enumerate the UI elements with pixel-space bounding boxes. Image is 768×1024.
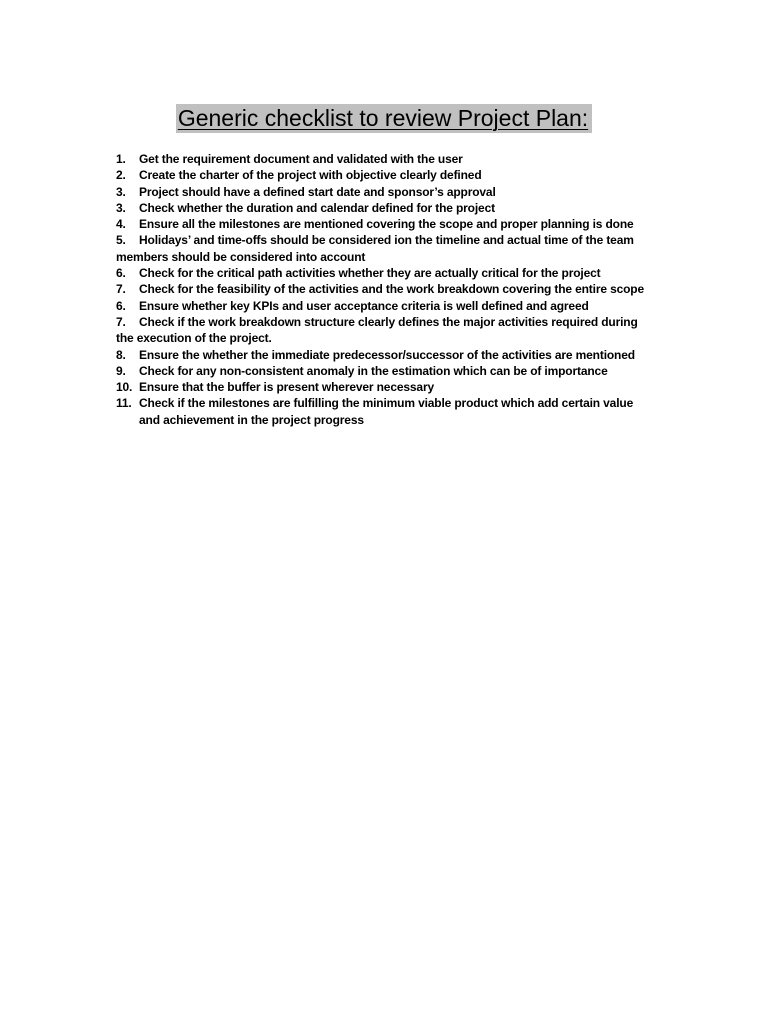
checklist-item bbox=[116, 265, 676, 281]
item-text: Ensure all the milestones are mentioned covering the scope and proper planning is done bbox=[139, 217, 634, 232]
checklist-item bbox=[116, 395, 676, 428]
item-text: Ensure whether key KPIs and user acceptance criteria is well defined and agreed bbox=[139, 298, 589, 313]
item-text: Check for any non-consistent anomaly in the estimation which can be of importance bbox=[139, 363, 608, 378]
item-number: 8. bbox=[116, 347, 126, 362]
checklist-item bbox=[116, 298, 676, 314]
item-text: Check if the milestones are fulfilling the minimum viable product which add certain value bbox=[139, 396, 634, 411]
item-number: 3. bbox=[116, 200, 126, 215]
item-number: 9. bbox=[116, 363, 126, 378]
item-text-continuation: the execution of the project. bbox=[116, 331, 272, 346]
item-text: Ensure that the buffer is present wherever necessary bbox=[139, 380, 434, 395]
checklist-item bbox=[116, 216, 676, 232]
item-number: 1. bbox=[116, 152, 126, 166]
checklist-item bbox=[116, 379, 676, 395]
item-number: 11. bbox=[116, 396, 132, 411]
item-text: Check whether the duration and calendar defined for the project bbox=[139, 200, 495, 215]
item-text: Project should have a defined start date and sponsor’s approval bbox=[139, 184, 496, 199]
item-text: Check if the work breakdown structure clearly defines the major activities required during bbox=[139, 314, 638, 329]
item-number: 7. bbox=[116, 314, 126, 329]
checklist bbox=[116, 151, 676, 428]
item-text-continuation: and achievement in the project progress bbox=[139, 412, 364, 427]
checklist-item bbox=[116, 232, 676, 265]
item-text: Ensure the whether the immediate predecessor/successor of the activities are mentioned bbox=[139, 347, 635, 362]
checklist-item bbox=[116, 281, 676, 297]
checklist-item bbox=[116, 167, 676, 183]
item-number: 5. bbox=[116, 233, 126, 248]
checklist-item bbox=[116, 347, 676, 363]
document-title: Generic checklist to review Project Plan: bbox=[176, 104, 592, 133]
item-text: Create the charter of the project with objective clearly defined bbox=[139, 168, 482, 183]
item-number: 3. bbox=[116, 184, 126, 199]
item-text: Get the requirement document and validated with the user bbox=[139, 152, 463, 166]
checklist-item bbox=[116, 184, 676, 200]
item-number: 4. bbox=[116, 217, 126, 232]
checklist-item bbox=[116, 200, 676, 216]
item-text: Check for the critical path activities whether they are actually critical for the project bbox=[139, 266, 601, 281]
title-container bbox=[0, 104, 768, 133]
checklist-item bbox=[116, 151, 676, 167]
item-text: Check for the feasibility of the activities and the work breakdown covering the entire scope bbox=[139, 282, 644, 297]
item-number: 6. bbox=[116, 266, 126, 281]
item-number: 7. bbox=[116, 282, 126, 297]
item-text-continuation: members should be considered into account bbox=[116, 249, 366, 264]
item-number: 6. bbox=[116, 298, 126, 313]
item-number: 2. bbox=[116, 168, 126, 183]
item-number: 10. bbox=[116, 380, 133, 395]
checklist-item bbox=[116, 363, 676, 379]
checklist-item bbox=[116, 314, 676, 347]
item-text: Holidays’ and time-offs should be considered ion the timeline and actual time of the team bbox=[139, 233, 634, 248]
